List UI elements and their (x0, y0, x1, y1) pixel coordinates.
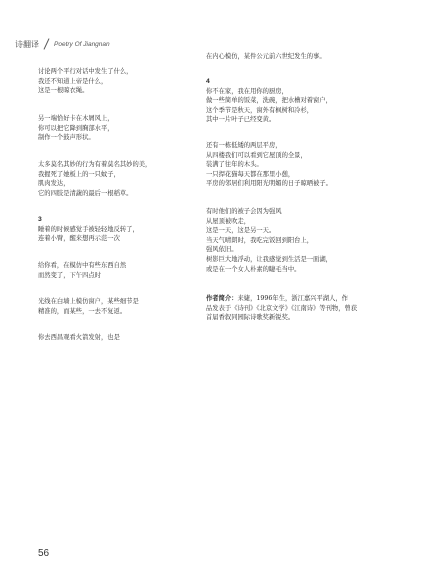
left-stanza-1 (38, 67, 132, 96)
poem-line: 当天气晴朗时，我吃完饭回到阳台上， (206, 236, 314, 244)
left-section-3 (38, 215, 139, 244)
poem-line: 一只捍花猫每天都在那里小憩， (206, 170, 295, 178)
poem-line: 这是一根晾衣绳。 (38, 87, 89, 95)
right-section-4 (206, 77, 332, 125)
poem-line: 光线在白墙上模仿窗户，某些细节是 (38, 298, 139, 305)
bio-text: 首届香叙同园际诗歌奖新锐奖。 (206, 314, 295, 322)
poem-line: 装满了往年的木头。 (206, 161, 263, 169)
poem-line: 给你看，在模仿中有些东西自然 (38, 262, 127, 269)
poem-line: 这个季节是秋天，窗外有枫树和冷杉， (206, 106, 314, 114)
poem-line: 做一些简单的饭菜，洗碗，把水槽对着窗户， (206, 97, 332, 105)
left-stanza-6 (38, 297, 139, 316)
poem-line: 从屋顶被吹走， (206, 217, 251, 225)
poem-line: 树影巨大地浮动，让我感觉到生活是一面湖， (206, 255, 332, 263)
section-number: 3 (38, 216, 42, 223)
poem-line: 其中一片叶子已经变黄。 (206, 116, 276, 124)
poem-line: 另一端恰好卡在木屑风上， (38, 115, 114, 122)
left-stanza-7 (38, 333, 120, 343)
magazine-header (15, 38, 110, 50)
author-bio (206, 294, 396, 323)
bio-text: 来婕，1996年生，浙江嘉兴平湖人，作 (237, 295, 348, 302)
section-number: 4 (206, 78, 210, 85)
poem-line: 睡着的时候感觉手被轻轻地反转了， (38, 225, 139, 233)
poem-line: 而然变了，下午四点时 (38, 271, 101, 279)
bio-text: 品发表于《诗刊》《北京文学》《江南诗》等刊物，曾获 (206, 304, 358, 312)
page-number: 56 (38, 548, 50, 559)
poem-line: 强风依旧。 (206, 246, 238, 254)
right-stanza-4 (206, 207, 332, 274)
poem-line: 这是一天，这是另一天。 (206, 227, 276, 235)
header-chinese-title: 诗翻译 (15, 39, 39, 49)
poem-line: 从四楼我们可以看到它屋顶的全景， (206, 151, 307, 159)
poem-line: 还有一栋低矮的两层平房， (206, 142, 282, 149)
poem-line: 我还不知道上帝是什么， (38, 77, 108, 85)
right-stanza-1 (206, 52, 326, 62)
poem-line: 你不在家，我在用你的厨房， (206, 87, 288, 95)
poem-line: 你可以把它降到胸部水平， (38, 124, 114, 132)
right-stanza-3 (206, 141, 332, 189)
bio-first-line (206, 294, 396, 304)
left-stanza-2 (38, 114, 114, 143)
header-english-title: Poetry Of Jiangnan (54, 40, 110, 48)
poem-line: 精准的，而某些，一去不复返。 (38, 307, 127, 315)
poem-line: 有时他们的被子会因为强风 (206, 208, 282, 215)
poem-line: 制作一个鼓声形状。 (38, 134, 95, 142)
poem-line: 我握死了她板上的一只蚊子， (38, 170, 120, 178)
bio-label: 作者简介： (206, 295, 238, 302)
poem-line: 你去西昌观看火箭发射，也是 (38, 334, 120, 341)
poem-line: 它的四肢是清蔬的最后一根稻草。 (38, 189, 133, 197)
poem-line: 太多莫名其妙的行为有着莫名其妙的美， (38, 161, 152, 168)
left-stanza-3 (38, 160, 151, 198)
poem-line: 讨论两个平行对话中发生了什么， (38, 68, 133, 75)
left-stanza-5 (38, 261, 126, 280)
poem-line: 连着小臂，醒来想再示范一次 (38, 235, 120, 243)
poem-line: 平房的邻居们利用阳光明媚的日子晾晒被子。 (206, 180, 332, 188)
poem-line: 或是在一个女人朴素的睫毛当中。 (206, 265, 301, 273)
poem-line: 肌肉发达， (38, 180, 70, 188)
poem-line: 在内心模仿，某件公元前六世纪发生的事。 (206, 53, 326, 60)
header-divider (44, 38, 50, 49)
